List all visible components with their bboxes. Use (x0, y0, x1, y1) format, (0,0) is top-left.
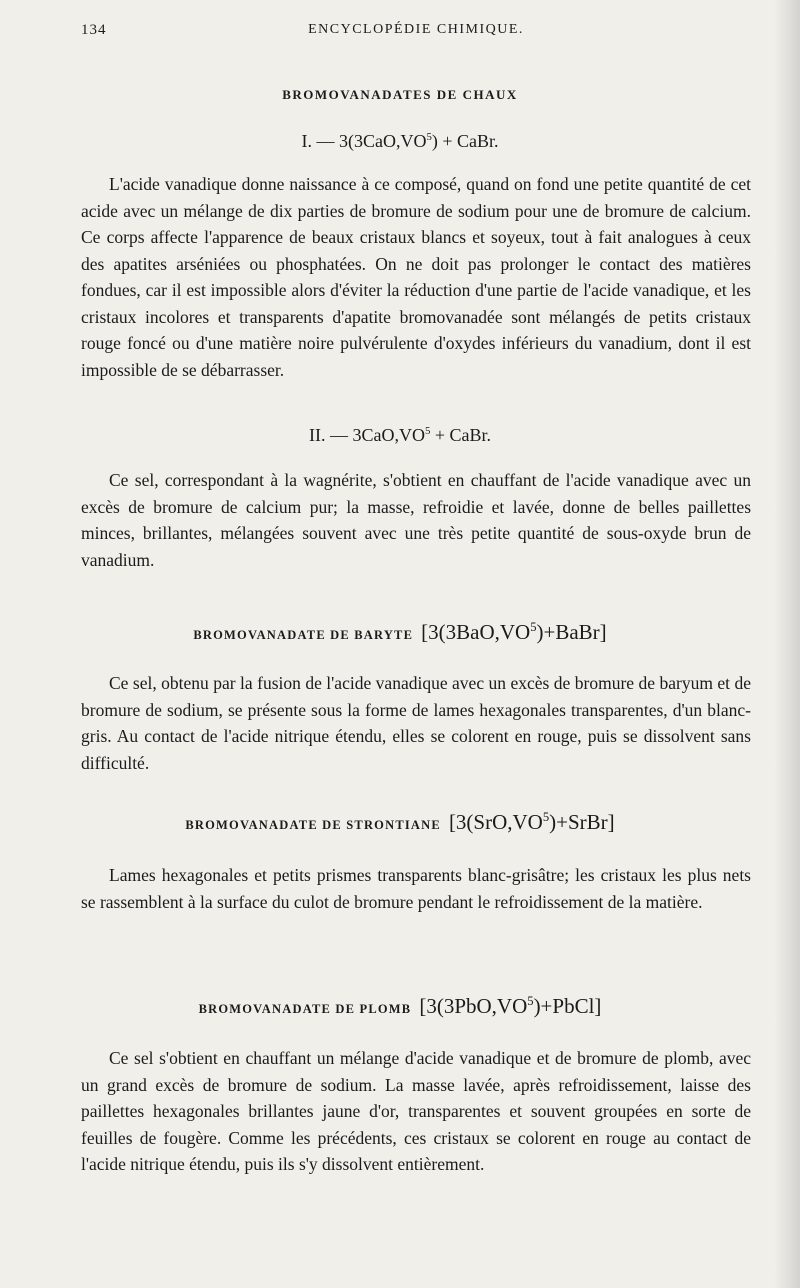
strontiane-heading (0, 810, 800, 835)
baryte-formula: $[3(3BaO,VO^5)+BaBr]$ (421, 620, 607, 644)
running-title: ENCYCLOPÉDIE CHIMIQUE. (308, 22, 524, 37)
page-header (81, 22, 751, 44)
plomb-heading (0, 994, 800, 1019)
compound-1-paragraph: L'acide vanadique donne naissance à ce composé, quand on fond une petite quantité de cet acide avec un mélange de dix parties de bromure de sodium pour une de bromure de calcium. Ce corps affecte l'apparence de beaux cristaux blancs et soyeux, tout à fait analogues à ceux des apatites arséniées ou phosphatées. On ne doit pas prolonger le contact des matières fondues, car il est impossible alors d'éviter la réduction d'une partie de l'acide vanadique, et les cristaux incolores et transparents d'apatite bromovanadée sont mélangés de petits cristaux rouge foncé ou d'une matière noire pulvérulente d'oxydes inférieurs du vanadium, dont il est impossible de se débarrasser. (81, 174, 751, 380)
section-title: BROMOVANADATES DE CHAUX (282, 87, 518, 102)
strontiane-formula: $[3(SrO,VO^5)+SrBr]$ (448, 810, 615, 834)
compound-2-paragraph: Ce sel, correspondant à la wagnérite, s'obtient en chauffant de l'acide vanadique avec un excès de bromure de calcium pur; la masse, refroidie et lavée, donne de belles paillettes minces, brillantes, mélangées souvent avec une très petite quantité de sous-oxyde brun de vanadium. (81, 470, 751, 570)
baryte-paragraph: Ce sel, obtenu par la fusion de l'acide vanadique avec un excès de bromure de baryum et de bromure de sodium, se présente sous la forme de lames hexagonales transparentes, d'un blanc-gris. Au contact de l'acide nitrique étendu, elles se colorent en rouge, puis se dissolvent sans difficulté. (81, 673, 751, 773)
plomb-paragraph: Ce sel s'obtient en chauffant un mélange d'acide vanadique et de bromure de plomb, avec un grand excès de bromure de sodium. La masse lavée, après refroidissement, laisse des paillettes hexagonales brillantes jaune d'or, transparentes et souvent groupées en sorte de feuilles de fougère. Comme les précédents, ces cristaux se colorent en rouge au contact de l'acide nitrique étendu, puis ils s'y dissolvent entièrement. (81, 1048, 751, 1174)
page-number: 134 (81, 22, 107, 38)
strontiane-paragraph: Lames hexagonales et petits prismes transparents blanc-grisâtre; les cristaux les plus nets se rassemblent à la surface du culot de bromure pendant le refroidissement de la matière. (81, 865, 751, 912)
strontiane-title: BROMOVANADATE DE STRONTIANE (185, 818, 441, 832)
plomb-formula: $[3(3PbO,VO^5)+PbCl]$ (419, 994, 602, 1018)
baryte-title: BROMOVANADATE DE BARYTE (193, 628, 414, 642)
plomb-title: BROMOVANADATE DE PLOMB (198, 1002, 412, 1016)
compound-2-formula: II. — $3CaO,VO^5$ + CaBr. (308, 425, 492, 445)
baryte-heading (0, 620, 800, 645)
compound-1-formula: I. — $3(3CaO,VO^5)$ + CaBr. (301, 131, 499, 151)
